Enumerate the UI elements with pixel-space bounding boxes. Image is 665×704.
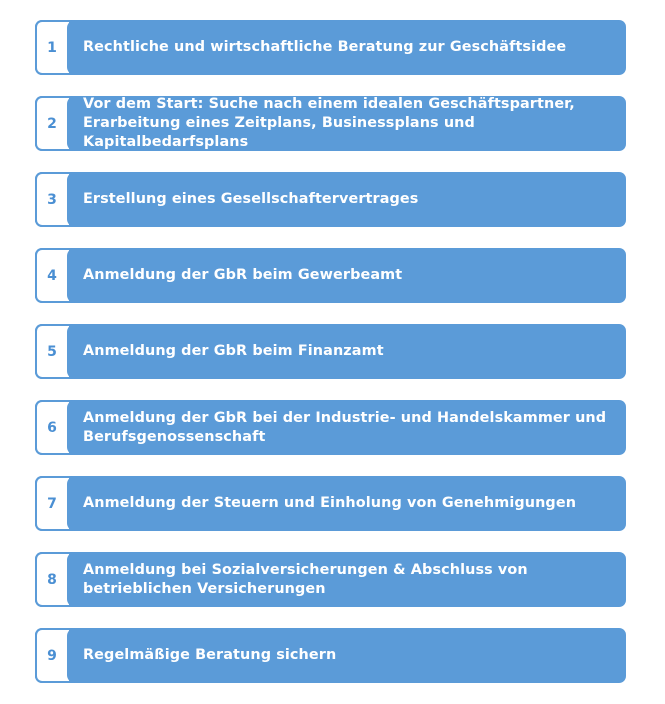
step-number: 5 [47,343,57,360]
step-number: 8 [47,571,57,588]
step-number: 2 [47,115,57,132]
step-label: Anmeldung der GbR bei der Industrie- und Handelskammer und Berufsgenossenschaft [83,409,607,445]
step-number: 3 [47,191,57,208]
step-number-box [35,628,69,683]
step-number: 4 [47,267,57,284]
step-number-box [35,552,69,607]
step-number: 6 [47,419,57,436]
step-5 [35,324,626,379]
step-number-box [35,248,69,303]
step-number: 1 [47,39,57,56]
step-label: Anmeldung der GbR beim Finanzamt [83,343,384,359]
step-1 [35,20,626,75]
step-3 [35,172,626,227]
step-number-box [35,400,69,455]
step-8 [35,552,626,607]
step-number-box [35,96,69,151]
step-number-box [35,20,69,75]
step-9 [35,628,626,683]
step-number: 9 [47,647,57,664]
step-7 [35,476,626,531]
steps-list [35,20,626,704]
step-4 [35,248,626,303]
step-number-box [35,476,69,531]
step-number: 7 [47,495,57,512]
step-label: Erstellung eines Gesellschaftervertrages [83,191,419,207]
step-label: Anmeldung bei Sozialversicherungen & Abschluss von betrieblichen Versicherungen [83,561,528,597]
step-label: Anmeldung der Steuern und Einholung von Genehmigungen [83,495,577,511]
step-2 [35,96,626,151]
step-number-box [35,172,69,227]
step-label: Regelmäßige Beratung sichern [83,647,337,663]
step-label: Anmeldung der GbR beim Gewerbeamt [83,267,403,283]
step-6 [35,400,626,455]
step-label: Rechtliche und wirtschaftliche Beratung zur Geschäftsidee [83,39,567,55]
step-number-box [35,324,69,379]
step-label: Vor dem Start: Suche nach einem idealen Geschäftspartner, Erarbeitung eines Zeitplans, Businessplans und Kapitalbedarfsplans [83,96,575,150]
